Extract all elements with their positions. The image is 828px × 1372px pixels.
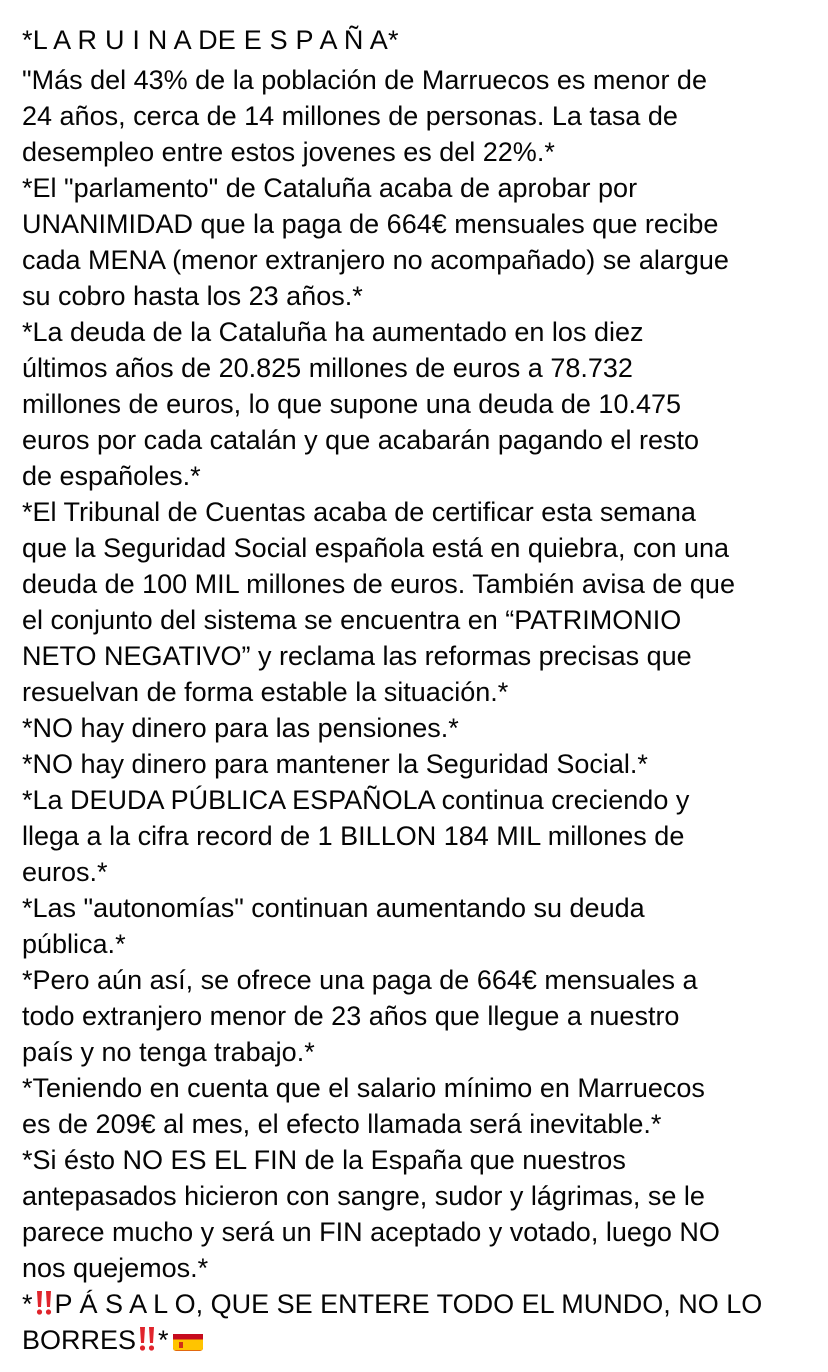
post-line: euros por cada catalán y que acabarán pagando el resto [22, 425, 699, 455]
post-line: nos quejemos.* [22, 1253, 209, 1283]
post-line: euros.* [22, 857, 108, 887]
post-line: *Teniendo en cuenta que el salario mínimo en Marruecos [22, 1073, 705, 1103]
post-line: país y no tenga trabajo.* [22, 1037, 315, 1067]
closing-line-2 [22, 1322, 822, 1358]
closing-suffix: * [158, 1325, 169, 1355]
post-line: cada MENA (menor extranjero no acompañado) se alargue [22, 245, 729, 275]
post-line: 24 años, cerca de 14 millones de personas. La tasa de [22, 101, 678, 131]
post-line: *Las "autonomías" continuan aumentando su deuda [22, 893, 645, 923]
post-line: "Más del 43% de la población de Marruecos es menor de [22, 65, 707, 95]
post-line: NETO NEGATIVO” y reclama las reformas precisas que [22, 641, 692, 671]
post-line: pública.* [22, 929, 126, 959]
spain-flag-icon [173, 1329, 203, 1351]
post-line: *El "parlamento" de Cataluña acaba de aprobar por [22, 173, 638, 203]
post-line: su cobro hasta los 23 años.* [22, 281, 363, 311]
post-line: últimos años de 20.825 millones de euros a 78.732 [22, 353, 633, 383]
post-line: todo extranjero menor de 23 años que llegue a nuestro [22, 1001, 680, 1031]
closing-text-2: BORRES [22, 1325, 137, 1355]
post-line: resuelvan de forma estable la situación.* [22, 677, 509, 707]
double-exclamation-icon [36, 1289, 52, 1315]
closing-line-1 [22, 1286, 822, 1322]
post-line: millones de euros, lo que supone una deuda de 10.475 [22, 389, 682, 419]
double-exclamation-icon [139, 1325, 155, 1351]
post-line: *La deuda de la Cataluña ha aumentado en los diez [22, 317, 644, 347]
post-line: el conjunto del sistema se encuentra en “PATRIMONIO [22, 605, 682, 635]
post-line: deuda de 100 MIL millones de euros. También avisa de que [22, 569, 735, 599]
post-title: *L A R U I N A DE E S P A Ñ A* [22, 25, 399, 55]
post-line: *NO hay dinero para las pensiones.* [22, 713, 459, 743]
post-line: *Si ésto NO ES EL FIN de la España que nuestros [22, 1145, 626, 1175]
post-line: desempleo entre estos jovenes es del 22%.* [22, 137, 555, 167]
post-line: parece mucho y será un FIN aceptado y votado, luego NO [22, 1217, 720, 1247]
post-line: *Pero aún así, se ofrece una paga de 664€ mensuales a [22, 965, 698, 995]
post-line: de españoles.* [22, 461, 201, 491]
post-line: *La DEUDA PÚBLICA ESPAÑOLA continua creciendo y [22, 785, 690, 815]
closing-prefix: * [22, 1289, 33, 1319]
post-line: llega a la cifra record de 1 BILLON 184 MIL millones de [22, 821, 685, 851]
post-line: antepasados hicieron con sangre, sudor y lágrimas, se le [22, 1181, 705, 1211]
post-line: *NO hay dinero para mantener la Seguridad Social.* [22, 749, 648, 779]
closing-text-1: P Á S A L O, QUE SE ENTERE TODO EL MUNDO, NO LO [54, 1289, 763, 1319]
post-line: UNANIMIDAD que la paga de 664€ mensuales que recibe [22, 209, 719, 239]
post-content [22, 22, 822, 1358]
post-line: es de 209€ al mes, el efecto llamada será inevitable.* [22, 1109, 662, 1139]
post-line: *El Tribunal de Cuentas acaba de certificar esta semana [22, 497, 696, 527]
post-line: que la Seguridad Social española está en quiebra, con una [22, 533, 730, 563]
